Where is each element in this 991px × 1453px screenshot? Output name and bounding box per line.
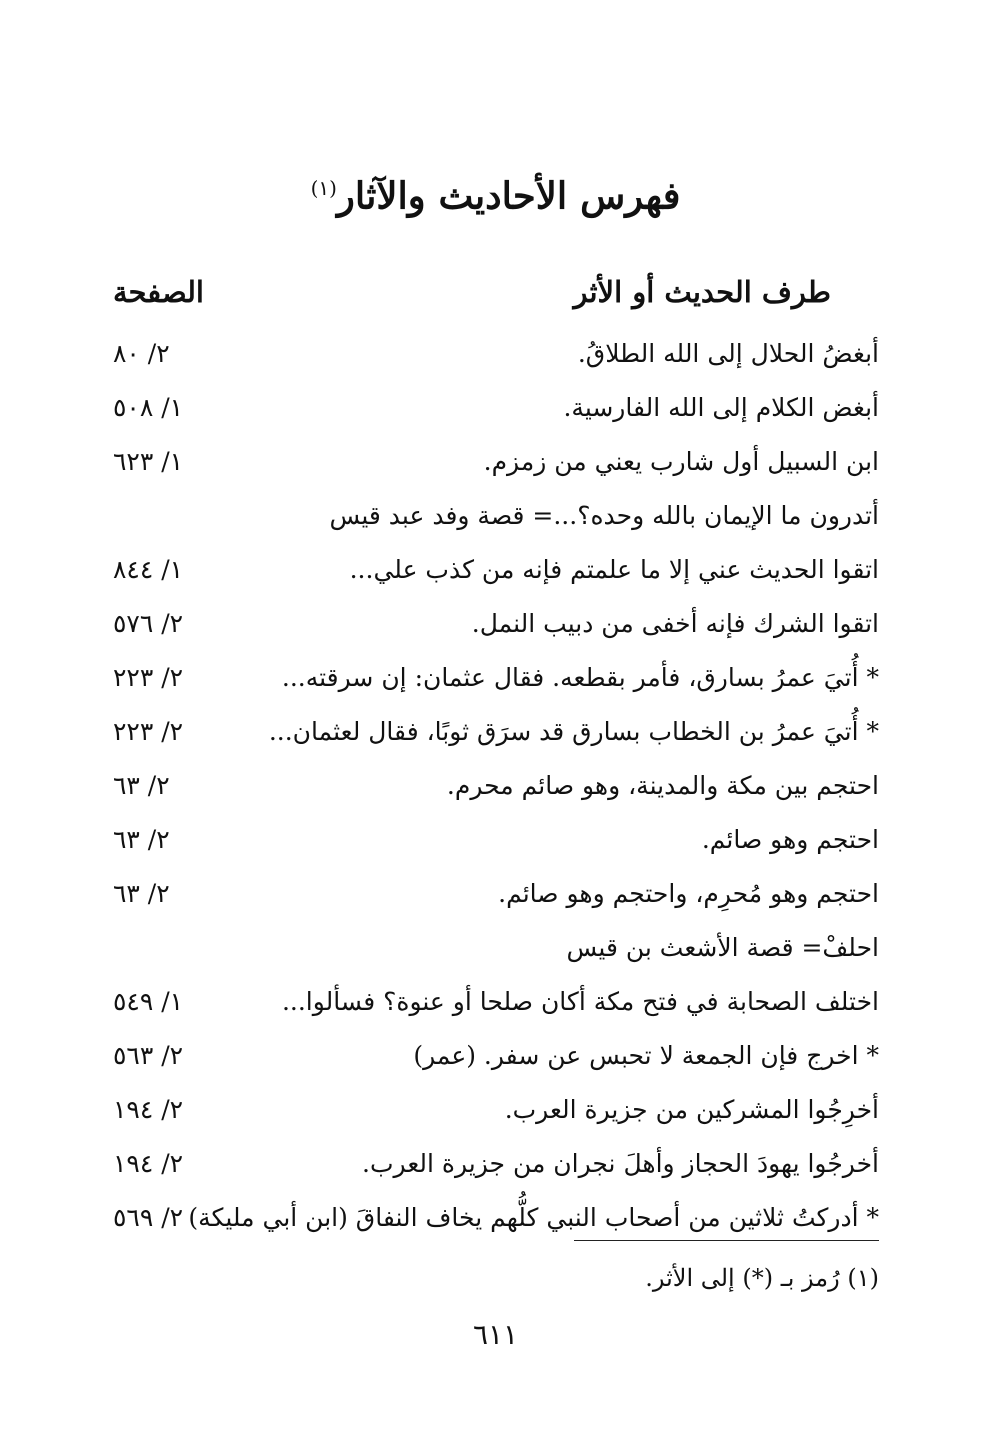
index-entry — [0, 1029, 991, 1083]
entry-text: أبغضُ الحلال إلى الله الطلاقُ. — [577, 339, 879, 368]
entry-text: أتدرون ما الإيمان بالله وحده؟...= قصة وفد عبد قيس — [329, 501, 879, 530]
entry-page-ref: ١/ ٦٢٣ — [113, 447, 184, 476]
index-entry — [0, 975, 991, 1029]
entry-page-ref: ٢/ ١٩٤ — [113, 1095, 184, 1124]
page-title — [0, 158, 991, 225]
index-entry — [0, 759, 991, 813]
footnote: (١) رُمز بـ (*) إلى الأثر. — [645, 1264, 879, 1292]
title-footnote-marker: (١) — [310, 176, 337, 200]
index-entries — [0, 327, 991, 1245]
footnote-separator — [574, 1240, 879, 1241]
index-entry — [0, 867, 991, 921]
index-entry — [0, 597, 991, 651]
entry-page-ref: ٢/ ٦٣ — [113, 771, 170, 800]
index-entry — [0, 543, 991, 597]
entry-page-ref: ٢/ ١٩٤ — [113, 1149, 184, 1178]
entry-page-ref: ٢/ ٥٦٩ — [113, 1203, 184, 1232]
entry-page-ref: ٢/ ٢٢٣ — [113, 663, 184, 692]
entry-page-ref: ١/ ٨٤٤ — [113, 555, 184, 584]
entry-text: أبغض الكلام إلى الله الفارسية. — [563, 393, 879, 422]
entry-text: * أُتيَ عمرُ بسارق، فأمر بقطعه. فقال عثمان: إن سرقته... — [281, 663, 879, 692]
index-entry — [0, 813, 991, 867]
entry-page-ref: ١/ ٥٤٩ — [113, 987, 184, 1016]
index-entry — [0, 1191, 991, 1245]
index-entry — [0, 921, 991, 975]
entry-text: احتجم بين مكة والمدينة، وهو صائم محرم. — [446, 771, 879, 800]
entry-text: احتجم وهو مُحرِم، واحتجم وهو صائم. — [498, 879, 879, 908]
entry-text: اتقوا الشرك فإنه أخفى من دبيب النمل. — [471, 609, 879, 638]
entry-text: * أدركتُ ثلاثين من أصحاب النبي كلُّهم يخاف النفاقَ (ابن أبي مليكة) — [188, 1203, 879, 1232]
entry-text: اختلف الصحابة في فتح مكة أكان صلحا أو عنوة؟ فسألوا... — [281, 987, 879, 1016]
index-entry — [0, 1083, 991, 1137]
index-entry — [0, 381, 991, 435]
entry-text: احتجم وهو صائم. — [701, 825, 879, 854]
entry-text: اتقوا الحديث عني إلا ما علمتم فإنه من كذب علي... — [349, 555, 879, 584]
entry-page-ref: ٢/ ٦٣ — [113, 879, 170, 908]
index-entry — [0, 651, 991, 705]
index-entry — [0, 327, 991, 381]
index-entry — [0, 1137, 991, 1191]
entry-text: * اخرج فإن الجمعة لا تحبس عن سفر. (عمر) — [413, 1041, 879, 1070]
entry-text: * أُتيَ عمرُ بن الخطاب بسارق قد سرَق ثوبًا، فقال لعثمان... — [268, 717, 879, 746]
entry-page-ref: ٢/ ٥٧٦ — [113, 609, 184, 638]
page-number: ٦١١ — [472, 1318, 519, 1351]
entry-text: ابن السبيل أول شارب يعني من زمزم. — [483, 447, 879, 476]
entry-page-ref: ١/ ٥٠٨ — [113, 393, 184, 422]
entry-text: احلفْ= قصة الأشعث بن قيس — [566, 933, 879, 962]
index-entry — [0, 705, 991, 759]
entry-text: أخرجُوا يهودَ الحجاز وأهلَ نجران من جزيرة العرب. — [362, 1149, 879, 1178]
entry-page-ref: ٢/ ٢٢٣ — [113, 717, 184, 746]
entry-text: أخرِجُوا المشركين من جزيرة العرب. — [504, 1095, 879, 1124]
title-text: فهرس الأحاديث والآثار — [336, 173, 681, 218]
column-header-entry: طرف الحديث أو الأثر — [573, 275, 831, 309]
entry-page-ref: ٢/ ٦٣ — [113, 825, 170, 854]
index-entry — [0, 435, 991, 489]
entry-page-ref: ٢/ ٨٠ — [113, 339, 170, 368]
index-entry — [0, 489, 991, 543]
column-header-page: الصفحة — [113, 275, 204, 309]
entry-page-ref: ٢/ ٥٦٣ — [113, 1041, 184, 1070]
